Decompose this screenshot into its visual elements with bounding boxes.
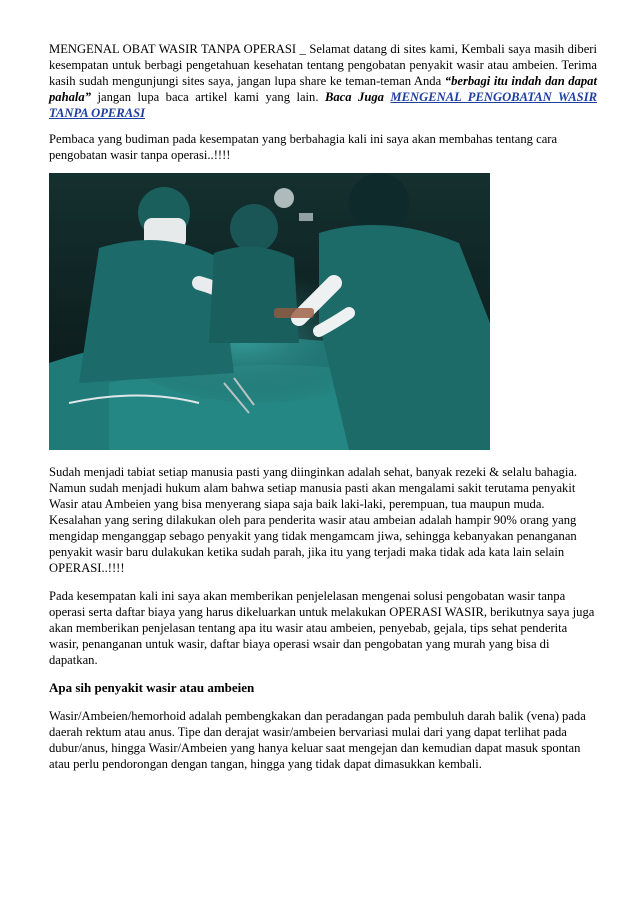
intro-text-cont: jangan lupa baca artikel kami yang lain. [91, 90, 325, 104]
intro-text: MENGENAL OBAT WASIR TANPA OPERASI _ Selamat datang di sites kami, Kembali saya masih diberi kesempatan untuk berbagi pengetahuan kesehatan tentang pengobatan penyakit wasir atau ambeien. Terima kasih sudah mengunjungi sites saya, jangan lupa share ke teman-teman Anda [49, 42, 597, 88]
surgeon-right [319, 225, 490, 450]
lead-paragraph: Pembaca yang budiman pada kesempatan yang berbahagia kali ini saya akan membahas tentang cara pengobatan wasir tanpa operasi..!!!! [49, 132, 558, 162]
baca-juga-label: Baca Juga [324, 90, 384, 104]
operating-light [274, 188, 294, 208]
document-page [49, 41, 597, 784]
surgeon-middle [209, 247, 299, 343]
text-line: Namun sudah menjadi hukum alam bahwa setiap manusia pasti akan mengalami sakit terutama penyakit [49, 481, 576, 495]
related-article-link[interactable]: MENGENAL PENGOBATAN WASIR TANPA OPERASI [49, 90, 597, 120]
intro-quote: “berbagi itu indah dan dapat pahala” [49, 74, 597, 104]
paragraph-2: Pada kesempatan kali ini saya akan memberikan penjelelasan mengenai solusi pengobatan wasir tanpa operasi serta daftar biaya yang harus dikeluarkan untuk melakukan OPERASI WASIR, berikutnya saya juga akan memberikan penjelasan tentang apa itu wasir atau ambeien, penyebab, gejala, tips sehat penderita wasir, penanganan untuk wasir, daftar biaya operasi wsair dan pengobatan yang murah yang bisa di dapatkan. [49, 589, 595, 667]
intro-paragraph [49, 41, 597, 121]
paragraph-3: Wasir/Ambeien/hemorhoid adalah pembengkakan dan peradangan pada pembuluh darah balik (vena) pada daerah rektum atau anus. Tipe dan derajat wasir/ambeien bervariasi mulai dari yang dapat terlihat pada dubur/anus, hingga Wasir/Ambeien yang hanya keluar saat mengejan dan kemudian dapat masuk spontan atau perlu pendorongan dengan tangan, hingga yang tidak dapat dimasukkan kembali. [49, 709, 586, 771]
paragraph-1 [49, 464, 597, 576]
text-line: Sudah menjadi tabiat setiap manusia pasti yang diinginkan adalah sehat, banyak rezeki & selalu bahagia. [49, 465, 578, 479]
section-heading: Apa sih penyakit wasir atau ambeien [49, 680, 255, 695]
text-line: OPERASI..!!!! [49, 561, 125, 575]
surgery-photo-image [49, 173, 490, 450]
surgery-photo [49, 173, 490, 450]
text-line: penyakit wasir baru dulakukan ketika sudah parah, jika itu yang terjadi maka tidak ada kata lain selain [49, 545, 565, 559]
text-line: mengidap menganggap sebago penyakit yang tidak mengamcam jiwa, sehingga kebanyakan penanganan [49, 529, 577, 543]
text-line: Kesalahan yang sering dilakukan oleh para penderita wasir atau ambeian adalah hampir 90% orang yang [49, 513, 577, 527]
text-line: Wasir atau Ambeien yang bisa menyerang siapa saja baik laki-laki, perempuan, tua maupun muda. [49, 497, 545, 511]
